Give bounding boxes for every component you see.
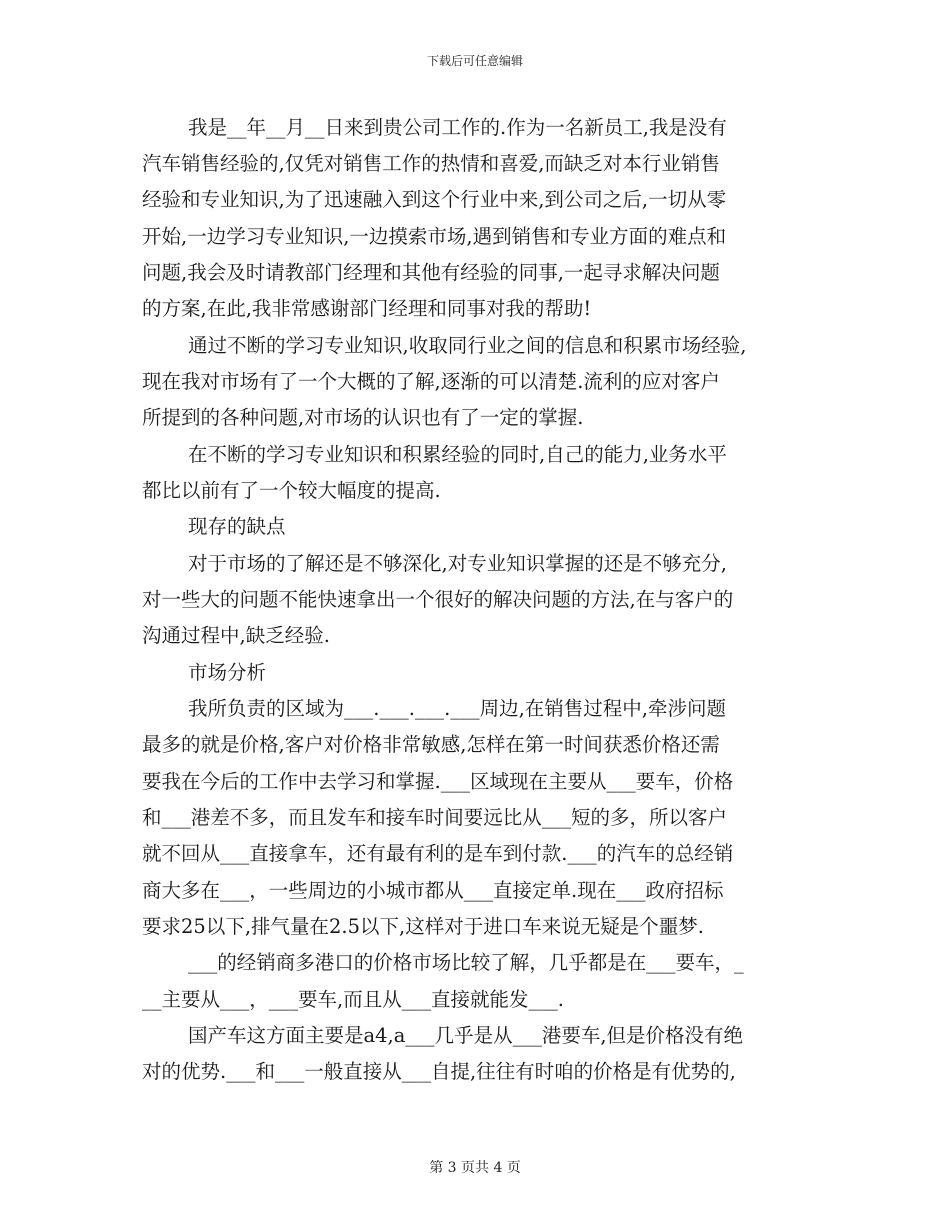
text-line: 的方案,在此,我非常感谢部门经理和同事对我的帮助!	[142, 297, 592, 320]
text-line: 开始,一边学习专业知识,一边摸索市场,遇到销售和专业方面的难点和	[142, 225, 727, 248]
text-line: 我所负责的区域为___.___.___.___周边,在销售过程中,牵涉问题	[188, 697, 726, 720]
text-line: 沟通过程中,缺乏经验.	[142, 624, 330, 647]
page-header: 下载后可任意编辑	[426, 54, 523, 68]
text-line: 汽车销售经验的,仅凭对销售工作的热情和喜爱,而缺乏对本行业销售	[142, 152, 720, 175]
text-line: 国产车这方面主要是a4,a___几乎是从___港要车,但是价格没有绝	[188, 1024, 744, 1047]
text-line: ___的经销商多港口的价格市场比较了解，几乎都是在___要车，_	[188, 951, 744, 974]
text-line: 都比以前有了一个较大幅度的提高.	[142, 479, 441, 502]
text-line: 就不回从___直接拿车，还有最有利的是车到付款.___的汽车的总经销	[142, 842, 734, 865]
text-line: 对的优势.___和___一般直接从___自提,往往有时咱的价格是有优势的,	[142, 1060, 736, 1083]
text-line: 最多的就是价格,客户对价格非常敏感,怎样在第一时间获悉价格还需	[142, 733, 720, 756]
text-line: 我是__年__月__日来到贵公司工作的.作为一名新员工,我是没有	[188, 116, 727, 139]
section-heading: 现存的缺点	[188, 515, 286, 538]
text-line: 对于市场的了解还是不够深化,对专业知识掌握的还是不够充分,	[188, 552, 727, 575]
text-line: __主要从___，___要车,而且从___直接就能发___.	[142, 988, 564, 1011]
text-line: 通过不断的学习专业知识,收取同行业之间的信息和积累市场经验,	[188, 334, 747, 357]
section-heading: 市场分析	[188, 661, 267, 684]
text-line: 对一些大的问题不能快速拿出一个很好的解决问题的方法,在与客户的	[142, 588, 734, 611]
text-line: 现在我对市场有了一个大概的了解,逐渐的可以清楚.流利的应对客户	[142, 370, 720, 393]
page-footer: 第 3 页共 4 页	[429, 1160, 521, 1176]
text-line: 要我在今后的工作中去学习和掌握.___区域现在主要从___要车，价格	[142, 770, 734, 793]
text-line: 在不断的学习专业知识和积累经验的同时,自己的能力,业务水平	[188, 443, 727, 466]
text-line: 问题,我会及时请教部门经理和其他有经验的同事,一起寻求解决问题	[142, 261, 720, 284]
text-line: 经验和专业知识,为了迅速融入到这个行业中来,到公司之后,一切从零	[142, 188, 727, 211]
text-line: 所提到的各种问题,对市场的认识也有了一定的掌握.	[142, 406, 584, 429]
text-line: 要求25以下,排气量在2.5以下,这样对于进口车来说无疑是个噩梦.	[142, 915, 704, 938]
text-line: 和___港差不多，而且发车和接车时间要远比从___短的多，所以客户	[142, 806, 728, 829]
text-line: 商大多在___，一些周边的小城市都从___直接定单.现在___政府招标	[142, 879, 724, 902]
